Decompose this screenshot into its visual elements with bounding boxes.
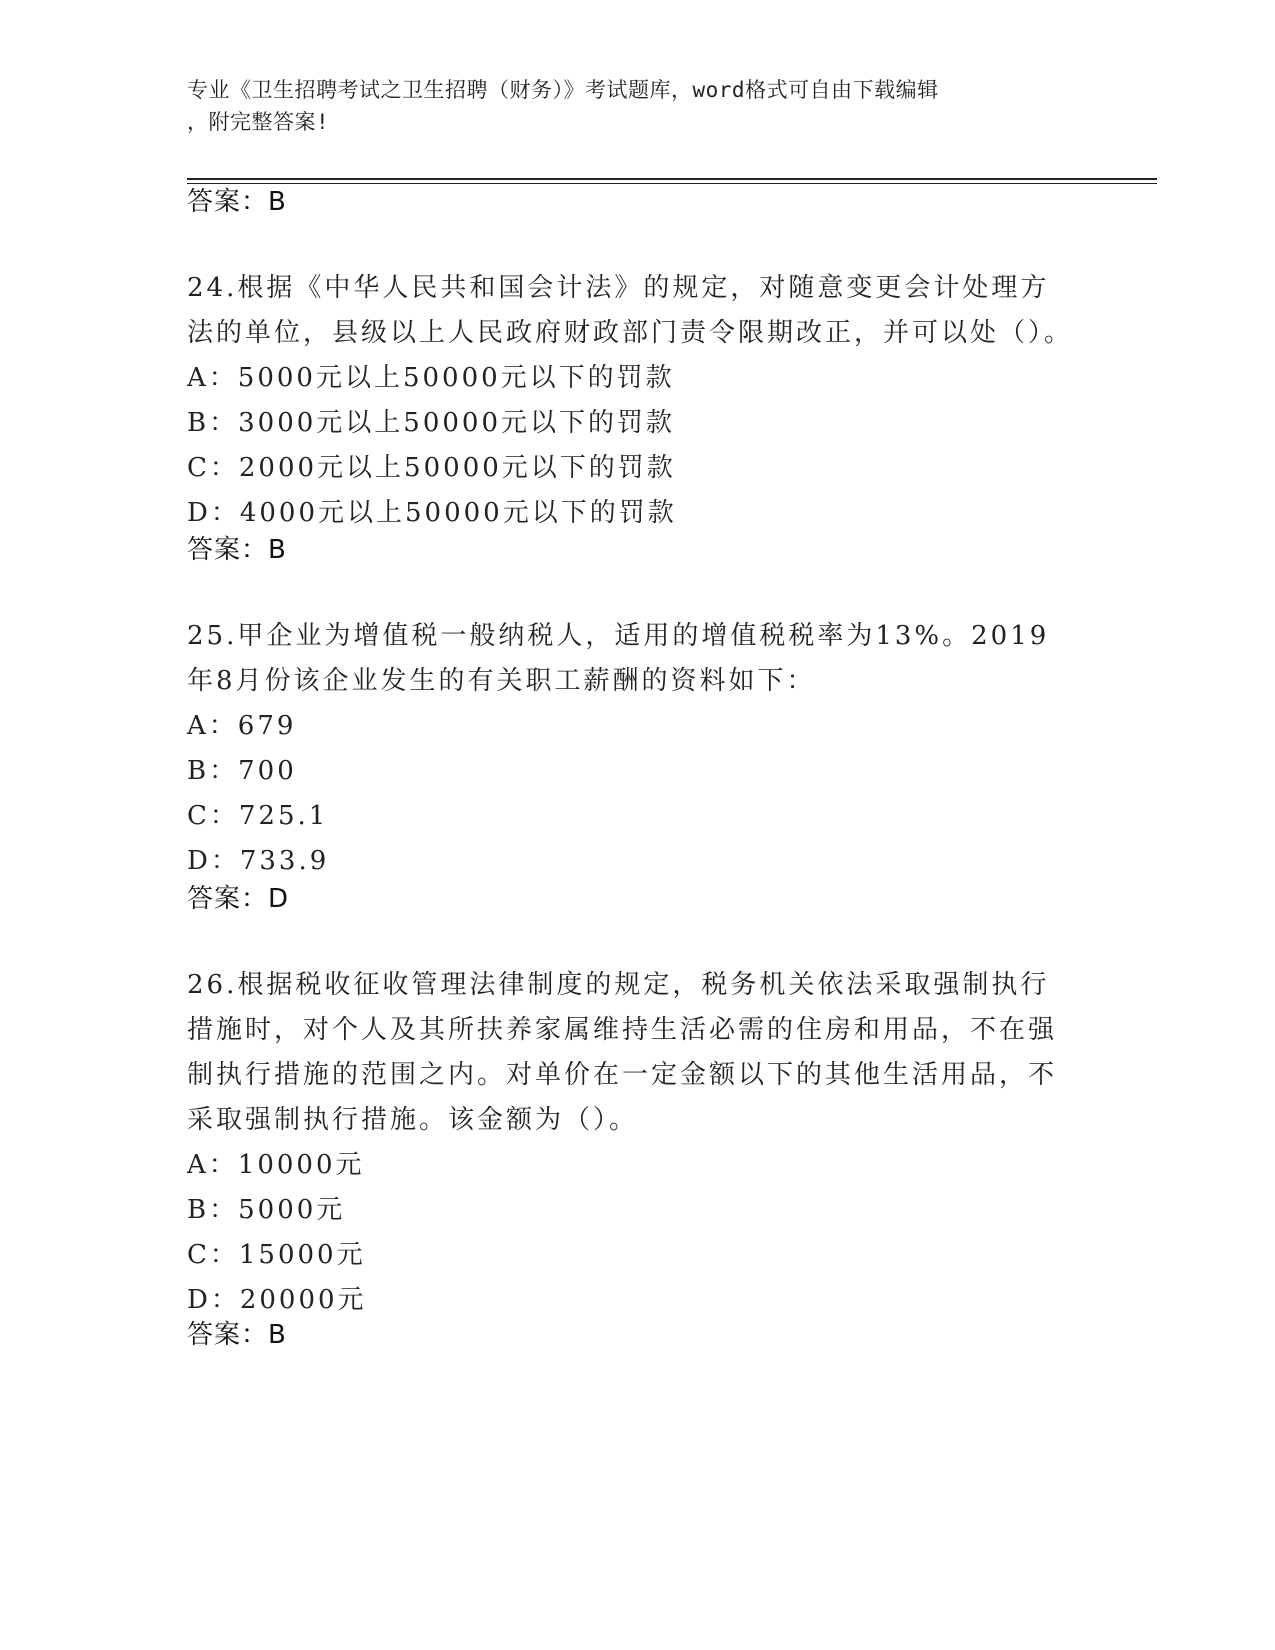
option-b: B：3000元以上50000元以下的罚款: [187, 408, 675, 438]
option-b: B：5000元: [187, 1195, 346, 1225]
option-a: A：679: [187, 711, 297, 741]
question-stem: 25.甲企业为增值税一般纳税人，适用的增值税税率为13%。2019年8月份该企业发生的有关职工薪酬的资料如下：: [187, 621, 1050, 696]
question-stem: 26.根据税收征收管理法律制度的规定，税务机关依法采取强制执行措施时，对个人及其所扶养家属维持生活必需的住房和用品，不在强制执行措施的范围之内。对单价在一定金额以下的其他生活用品，不采取强制执行措施。该金额为（）。: [187, 970, 1058, 1135]
header-rule: [187, 178, 1157, 180]
option-a: A：10000元: [187, 1150, 365, 1180]
header-line-2: ，附完整答案!: [187, 110, 330, 134]
header-line-1: 专业《卫生招聘考试之卫生招聘（财务）》考试题库，word格式可自由下载编辑: [187, 78, 939, 102]
question-stem: 24.根据《中华人民共和国会计法》的规定，对随意变更会计处理方法的单位，县级以上人民政府财政部门责令限期改正，并可以处（）。: [187, 273, 1074, 348]
answer-26: 答案：B: [187, 1320, 287, 1350]
option-c: C：15000元: [187, 1240, 366, 1270]
header-rule-thin: [187, 183, 1157, 184]
question-24: [187, 266, 1077, 536]
option-c: C：725.1: [187, 801, 329, 831]
option-d: D：733.9: [187, 846, 330, 876]
page-header: [187, 74, 1067, 138]
question-25: [187, 614, 1077, 884]
option-c: C：2000元以上50000元以下的罚款: [187, 453, 676, 483]
option-a: A：5000元以上50000元以下的罚款: [187, 363, 675, 393]
question-26: [187, 963, 1077, 1323]
option-d: D：20000元: [187, 1285, 367, 1315]
answer-24: 答案：B: [187, 535, 287, 565]
option-b: B：700: [187, 756, 297, 786]
option-d: D：4000元以上50000元以下的罚款: [187, 498, 677, 528]
answer-25: 答案：D: [187, 884, 290, 914]
answer-23: 答案：B: [187, 187, 287, 217]
